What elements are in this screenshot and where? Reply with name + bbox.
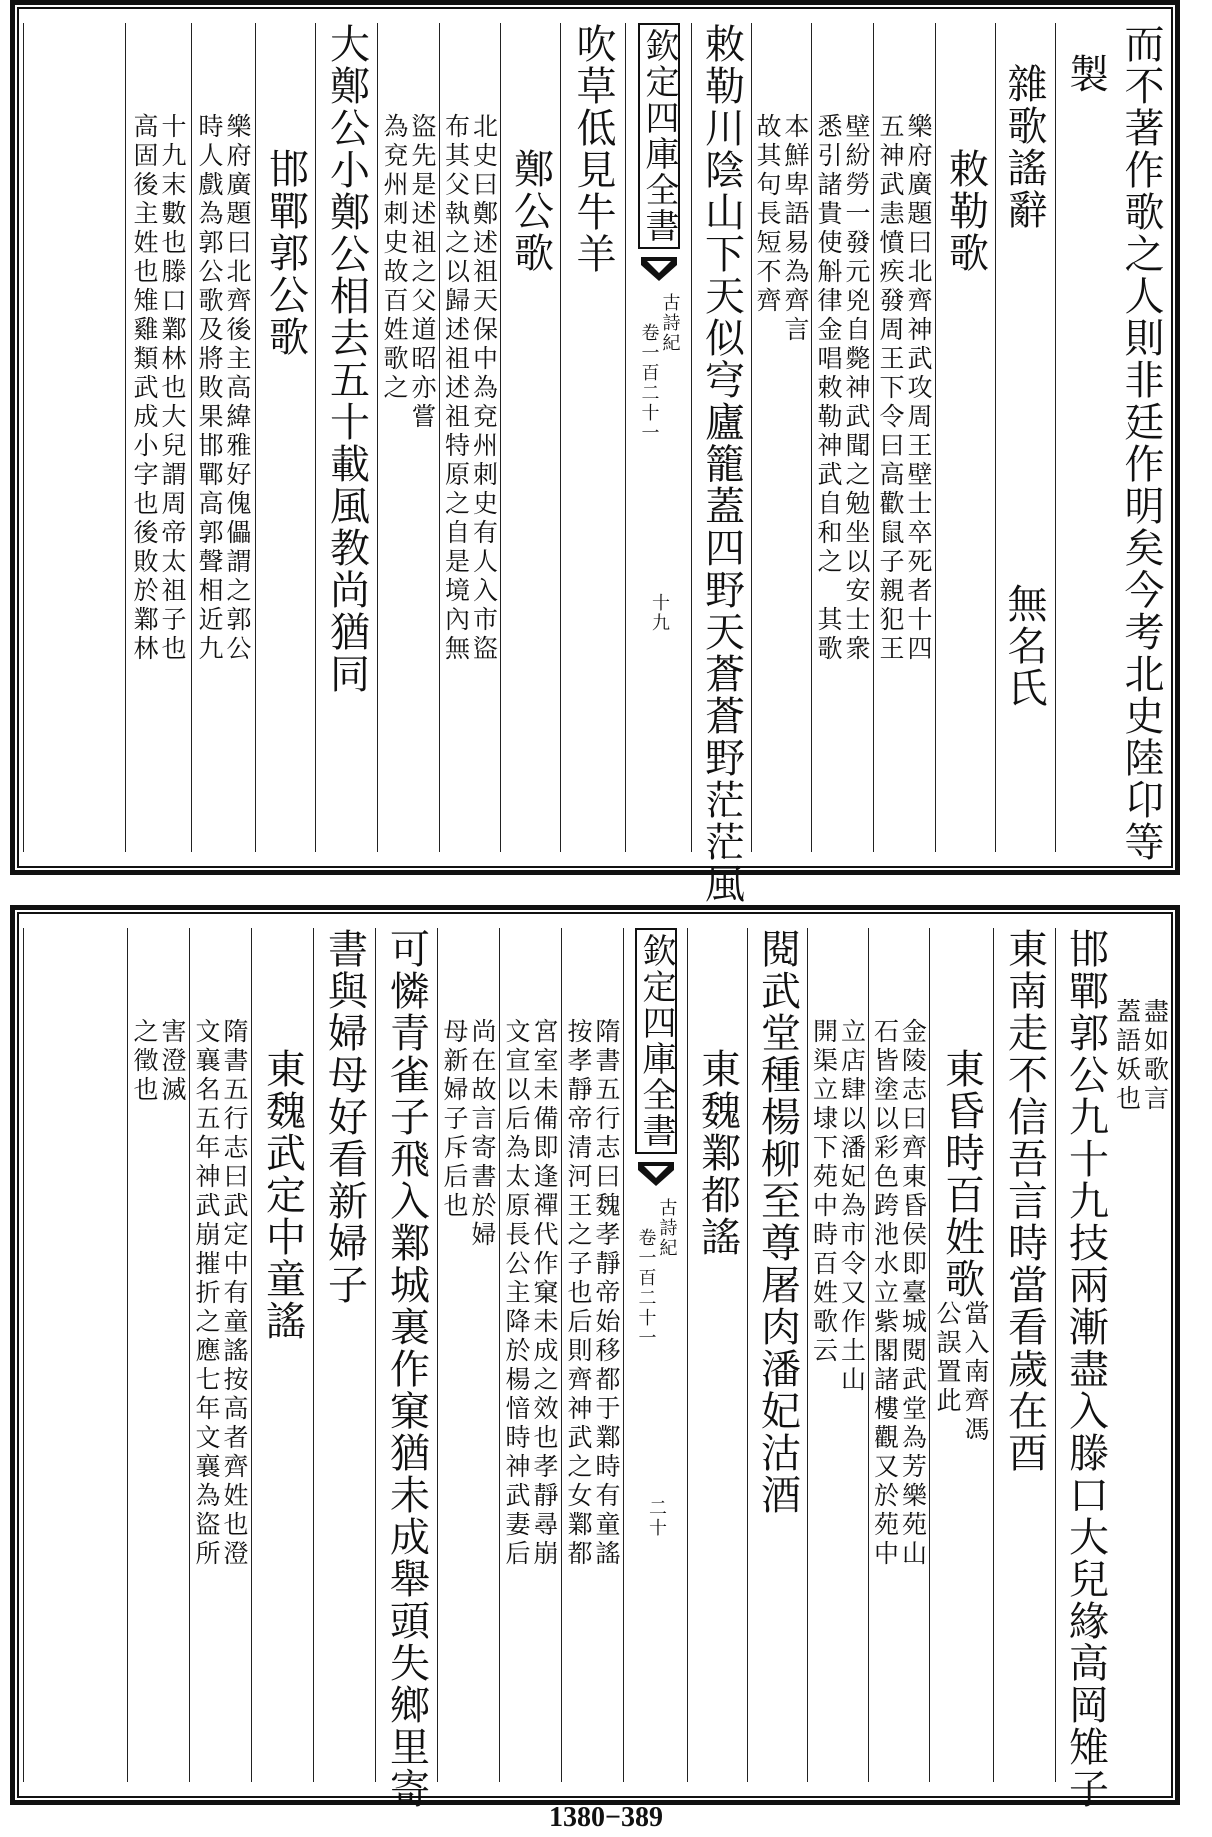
bottom-page-frame xyxy=(10,905,1180,1810)
top-col-handan-title xyxy=(255,23,315,852)
page-number: 十九 xyxy=(649,593,670,633)
annotation: 公誤置此 xyxy=(933,1300,962,1416)
annotation: 樂府廣題曰北齊神武攻周王壁士卒死者十四 xyxy=(904,113,933,664)
poem-title: 東昏時百姓歌 xyxy=(938,1048,985,1300)
annotation: 金陵志曰齊東昏侯即臺城閱武堂為芳樂苑山 xyxy=(898,1018,928,1569)
section-heading: 雜歌謠辭 xyxy=(1001,63,1047,231)
bottom-col-wuding-title xyxy=(251,928,313,1782)
annotation: 宮室未備即逢禪代作窠未成之效也孝靜尋崩 xyxy=(530,1018,559,1569)
text-column: 而不著作歌之人則非廷作明矣今考北史陸卬等 xyxy=(1118,23,1164,863)
top-note-col-2 xyxy=(811,23,873,852)
author-name: 無名氏 xyxy=(1001,583,1047,709)
annotation: 時人戲為郭公歌及將敗果邯鄲高郭聲相近九 xyxy=(195,113,224,664)
text-column: 製 xyxy=(1062,53,1109,95)
fish-tail-icon xyxy=(639,255,679,283)
page-number: 二十 xyxy=(646,1498,667,1538)
top-col-4 xyxy=(935,23,995,852)
poem-text: 吹草低見牛羊 xyxy=(570,23,616,275)
annotation: 開渠立埭下苑中時百姓歌云 xyxy=(809,1018,839,1366)
poem-text: 敕勒川陰山下天似穹廬籠蓋四野天蒼蒼野茫茫風 xyxy=(698,23,745,905)
bottom-note-col-10 xyxy=(561,928,623,1782)
top-col-2 xyxy=(1055,23,1115,852)
annotation: 本鮮卑語易為齊言 xyxy=(781,113,810,345)
bottom-col-ye-title xyxy=(687,928,747,1782)
annotation: 故其句長短不齊 xyxy=(753,113,782,316)
bottom-note-col-13 xyxy=(189,928,251,1782)
page-header-center xyxy=(623,928,688,1782)
annotation: 布其父執之以歸述祖述祖特原之自是境內無 xyxy=(441,113,471,664)
annotation: 盡如歌言 xyxy=(1140,998,1170,1114)
annotation: 之徵也 xyxy=(130,1018,159,1105)
bottom-col-poem-7 xyxy=(375,928,437,1810)
poem-text: 書與婦母好看新婦子 xyxy=(321,928,368,1306)
annotation: 為兗州刺史故百姓歌之 xyxy=(380,113,409,403)
top-col-zheng-title xyxy=(500,23,560,852)
annotation: 五神武恚憤疾發周王下令曰高歡鼠子親犯王 xyxy=(876,113,905,664)
top-col-1 xyxy=(1115,23,1167,863)
top-note-col-5 xyxy=(377,23,439,852)
poem-text: 大鄭公小鄭公相去五十載風教尚猶同 xyxy=(323,23,370,695)
bottom-note-col-14 xyxy=(127,928,189,1782)
bottom-col-poem-5 xyxy=(993,928,1055,1782)
annotation: 按孝靜帝清河王之子也后則齊神武之女鄴都 xyxy=(564,1018,593,1569)
top-note-col-6 xyxy=(191,23,255,852)
page-header-center xyxy=(625,23,692,852)
library-title: 欽定四庫全書 xyxy=(638,23,680,249)
annotation: 母新婦子斥后也 xyxy=(440,1018,469,1221)
poem-title: 敕勒歌 xyxy=(942,148,989,274)
bottom-col-1 xyxy=(1112,928,1170,1782)
annotation: 盜先是述祖之父道昭亦嘗 xyxy=(408,113,437,432)
juan-number: 卷一百二十一 xyxy=(638,323,660,443)
poem-title: 東魏鄴都謠 xyxy=(694,1048,741,1258)
bottom-col-poem-6 xyxy=(747,928,807,1782)
book-title: 古詩紀 xyxy=(659,293,681,353)
annotation: 蓋語妖也 xyxy=(1112,998,1142,1114)
bottom-note-col-9 xyxy=(807,928,868,1782)
annotation: 隋書五行志曰武定中有童謠按高者齊姓也澄 xyxy=(220,1018,249,1569)
annotation: 隋書五行志曰魏孝靜帝始移都于鄴時有童謠 xyxy=(592,1018,621,1569)
bottom-empty-col xyxy=(23,928,127,1782)
book-title: 古詩紀 xyxy=(656,1198,678,1258)
poem-text: 東南走不信吾言時當看歲在酉 xyxy=(1001,928,1048,1474)
top-col-poem-2 xyxy=(560,23,625,852)
poem-title: 東魏武定中童謠 xyxy=(259,1048,306,1342)
annotation: 文宣以后為太原長公主降於楊愔時神武妻后 xyxy=(502,1018,531,1569)
poem-title: 邯鄲郭公歌 xyxy=(262,148,309,358)
poem-text: 可憐青雀子飛入鄴城裏作窠猶未成舉頭失鄉里寄 xyxy=(383,928,430,1810)
top-col-poem-3 xyxy=(315,23,377,852)
bottom-note-col-12 xyxy=(437,928,499,1782)
top-note-col-3 xyxy=(751,23,811,852)
annotation: 悉引諸貴使斛律金唱敕勒神武自和之 其歌 xyxy=(814,113,843,664)
top-note-col-4 xyxy=(439,23,500,852)
annotation: 十九末數也滕口鄴林也大兒謂周帝太祖子也 xyxy=(158,113,187,664)
annotation: 石皆塗以彩色跨池水立紫閣諸樓觀又於苑中 xyxy=(870,1018,900,1569)
bottom-col-dong-title xyxy=(929,928,993,1782)
top-col-3 xyxy=(995,23,1055,852)
bottom-note-col-8 xyxy=(868,928,929,1782)
poem-text: 邯鄲郭公九十九技兩漸盡入滕口大兒緣高岡雉子 xyxy=(1062,928,1109,1810)
page-footer-number: 1380−389 xyxy=(549,1802,663,1833)
top-note-col-7 xyxy=(125,23,191,852)
annotation: 害澄滅 xyxy=(158,1018,187,1105)
bottom-col-poem-8 xyxy=(313,928,375,1782)
annotation: 尚在故言寄書於婦 xyxy=(468,1018,497,1250)
annotation: 樂府廣題曰北齊後主高緯雅好傀儡謂之郭公 xyxy=(223,113,252,664)
top-col-poem-1 xyxy=(691,23,751,905)
annotation: 文襄名五年神武崩摧折之應七年文襄為盜所 xyxy=(192,1018,221,1569)
annotation: 立店肆以潘妃為市令又作土山 xyxy=(837,1018,867,1395)
annotation: 壁紛勞一發元兇自斃神武聞之勉坐以安士衆 xyxy=(842,113,871,664)
juan-number: 卷一百二十一 xyxy=(635,1228,657,1348)
top-empty-col xyxy=(23,23,125,852)
fish-tail-icon xyxy=(636,1160,676,1188)
poem-text: 閱武堂種楊柳至尊屠肉潘妃沽酒 xyxy=(754,928,801,1516)
poem-title: 鄭公歌 xyxy=(507,148,554,274)
annotation: 北史曰鄭述祖天保中為兗州刺史有人入市盜 xyxy=(469,113,499,664)
library-title: 欽定四庫全書 xyxy=(635,928,677,1154)
bottom-note-col-11 xyxy=(499,928,561,1782)
annotation: 當入南齊馮 xyxy=(961,1300,990,1445)
bottom-col-poem-4 xyxy=(1055,928,1115,1810)
annotation: 高固後主姓也雉雞類武成小字也後敗於鄴林 xyxy=(130,113,159,664)
top-page-frame xyxy=(10,0,1180,905)
top-note-col-1 xyxy=(873,23,935,852)
